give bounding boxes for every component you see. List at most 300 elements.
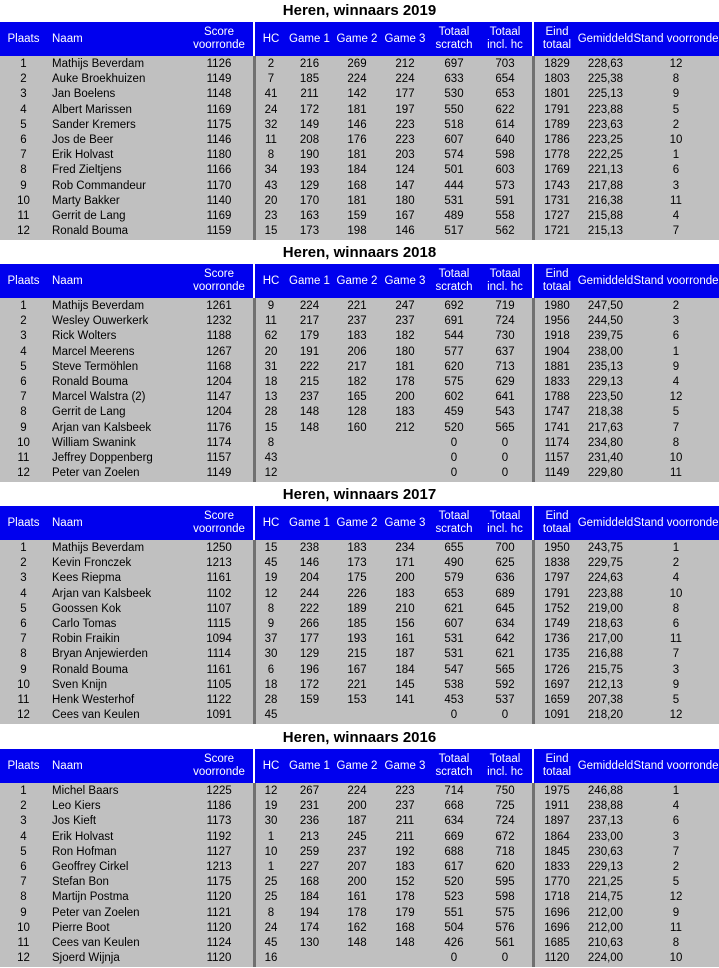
table-row bbox=[0, 784, 719, 799]
table-cell: 575 bbox=[495, 906, 515, 919]
table-cell: 531 bbox=[444, 194, 464, 207]
table-row bbox=[0, 678, 719, 693]
table-cell: 7 bbox=[672, 421, 680, 434]
table-row bbox=[0, 708, 719, 723]
table-cell: 245 bbox=[347, 830, 367, 843]
column-separator bbox=[253, 749, 255, 783]
table-cell: 558 bbox=[495, 210, 515, 222]
table-cell: 2 bbox=[20, 315, 27, 328]
table-cell: 181 bbox=[395, 360, 415, 373]
table-cell: Arjan van Kalsbeek bbox=[52, 587, 152, 600]
table-row bbox=[0, 224, 719, 239]
table-cell: 1213 bbox=[206, 861, 232, 873]
table-cell: 196 bbox=[299, 663, 320, 676]
table-cell: 231 bbox=[299, 800, 320, 813]
table-cell: 6 bbox=[672, 815, 680, 828]
table-cell: 243,75 bbox=[587, 542, 624, 554]
table-cell: 8 bbox=[267, 149, 275, 162]
table-cell: 244,50 bbox=[587, 315, 624, 328]
table-cell: 1726 bbox=[544, 663, 570, 676]
table-cell: 228,63 bbox=[587, 58, 624, 70]
table-cell: 223,88 bbox=[587, 587, 624, 600]
table-cell: 7 bbox=[672, 648, 680, 661]
table-cell: 9 bbox=[20, 906, 27, 919]
table-row bbox=[0, 906, 719, 921]
table-cell: 215,75 bbox=[587, 663, 624, 676]
table-cell: 8 bbox=[267, 602, 275, 615]
table-cell: 244 bbox=[299, 587, 320, 600]
table-cell: 3 bbox=[672, 830, 680, 843]
table-cell: 1126 bbox=[206, 58, 232, 70]
table-row bbox=[0, 405, 719, 420]
section-title: Heren, winnaars 2016 bbox=[282, 729, 437, 746]
table-cell: 629 bbox=[495, 376, 515, 388]
column-header: Game 1 bbox=[289, 32, 330, 45]
column-header: Plaats bbox=[7, 516, 40, 529]
table-cell: 453 bbox=[444, 694, 464, 706]
table-cell: 655 bbox=[444, 542, 464, 554]
table-cell: 189 bbox=[347, 602, 367, 615]
table-cell: 8 bbox=[672, 602, 680, 615]
table-cell: 237 bbox=[299, 391, 320, 404]
table-cell: 8 bbox=[267, 436, 275, 449]
column-header: Gemiddeld bbox=[577, 516, 634, 529]
table-cell: 203 bbox=[395, 149, 415, 162]
table-cell: 178 bbox=[347, 906, 367, 919]
column-header: Totaal incl. hc bbox=[487, 268, 523, 293]
column-header: Game 2 bbox=[336, 32, 378, 45]
table-cell: 217,63 bbox=[587, 421, 624, 434]
table-cell: 165 bbox=[347, 391, 367, 404]
table-cell: 1718 bbox=[544, 891, 570, 904]
column-separator bbox=[532, 56, 535, 240]
table-cell: 490 bbox=[444, 557, 464, 570]
table-cell: 4 bbox=[20, 587, 27, 600]
table-cell: 185 bbox=[347, 618, 367, 630]
table-row bbox=[0, 936, 719, 951]
table-cell: Leo Kiers bbox=[52, 800, 101, 813]
table-cell: Jeffrey Doppenberg bbox=[52, 452, 153, 464]
table-cell: 1975 bbox=[544, 785, 570, 797]
table-cell: 672 bbox=[495, 830, 515, 843]
table-cell: 161 bbox=[395, 633, 415, 646]
table-cell: 6 bbox=[672, 618, 680, 630]
column-header: Naam bbox=[52, 759, 83, 772]
column-header: HC bbox=[262, 32, 280, 45]
table-cell: 152 bbox=[395, 876, 415, 889]
column-header: Gemiddeld bbox=[577, 274, 634, 287]
table-cell: 239,75 bbox=[587, 330, 624, 343]
table-cell: 227 bbox=[299, 861, 320, 873]
table-cell: 1789 bbox=[544, 118, 570, 131]
column-header: Eind totaal bbox=[542, 753, 572, 778]
table-cell: 1897 bbox=[544, 815, 570, 828]
table-cell: 1267 bbox=[206, 345, 232, 358]
table-cell: 520 bbox=[444, 421, 464, 434]
table-cell: 11 bbox=[17, 452, 30, 464]
table-row bbox=[0, 360, 719, 375]
table-cell: 247,50 bbox=[587, 300, 624, 312]
table-cell: 176 bbox=[347, 134, 367, 146]
table-cell: Gerrit de Lang bbox=[52, 210, 126, 222]
table-row bbox=[0, 951, 719, 966]
table-cell: Ron Hofman bbox=[52, 845, 117, 858]
column-separator bbox=[253, 506, 255, 540]
table-cell: 714 bbox=[444, 785, 464, 797]
table-cell: 213 bbox=[299, 830, 320, 843]
column-header: Eind totaal bbox=[542, 268, 572, 293]
table-cell: 1918 bbox=[544, 330, 570, 343]
table-cell: 1 bbox=[672, 785, 680, 797]
table-cell: 530 bbox=[444, 88, 464, 101]
table-cell: 573 bbox=[495, 179, 515, 192]
table-cell: 1120 bbox=[206, 921, 232, 934]
table-cell: 3 bbox=[20, 88, 27, 101]
table-cell: 1881 bbox=[544, 360, 570, 373]
table-cell: 2 bbox=[267, 58, 275, 70]
table-cell: 159 bbox=[299, 694, 320, 706]
table-cell: 598 bbox=[495, 891, 515, 904]
table-cell: 4 bbox=[672, 572, 680, 585]
table-cell: 1114 bbox=[207, 648, 231, 661]
table-cell: 207 bbox=[347, 861, 367, 873]
table-cell: 2 bbox=[20, 557, 27, 570]
results-section bbox=[0, 484, 719, 724]
table-cell: Peter van Zoelen bbox=[52, 906, 140, 919]
table-cell: 459 bbox=[444, 406, 464, 419]
table-cell: 1801 bbox=[544, 88, 570, 101]
table-cell: 221 bbox=[347, 678, 367, 691]
column-separator bbox=[253, 56, 256, 240]
table-cell: 9 bbox=[672, 88, 680, 101]
table-cell: 161 bbox=[347, 891, 367, 904]
table-cell: 1175 bbox=[206, 118, 232, 131]
table-cell: 224,63 bbox=[587, 572, 624, 585]
table-cell: 1833 bbox=[544, 376, 570, 388]
table-cell: 1091 bbox=[206, 709, 232, 722]
table-row bbox=[0, 890, 719, 905]
table-cell: 168 bbox=[299, 876, 320, 889]
table-cell: 9 bbox=[20, 663, 27, 676]
table-cell: 233,00 bbox=[587, 830, 624, 843]
table-cell: 750 bbox=[495, 785, 515, 797]
table-cell: 1168 bbox=[206, 360, 232, 373]
table-cell: 1845 bbox=[544, 845, 570, 858]
table-cell: 229,75 bbox=[587, 557, 624, 570]
table-cell: 28 bbox=[264, 694, 278, 706]
table-cell: 1149 bbox=[206, 467, 232, 480]
table-row bbox=[0, 556, 719, 571]
table-cell: 636 bbox=[495, 572, 515, 585]
table-cell: 183 bbox=[395, 861, 415, 873]
table-cell: 235,13 bbox=[587, 360, 624, 373]
table-cell: 1122 bbox=[206, 694, 232, 706]
table-cell: 222,25 bbox=[587, 149, 624, 162]
table-cell: 8 bbox=[267, 906, 275, 919]
table-cell: 223,63 bbox=[587, 118, 624, 131]
table-cell: 6 bbox=[672, 330, 680, 343]
table-cell bbox=[381, 436, 429, 451]
table-cell: 703 bbox=[495, 58, 515, 70]
table-cell: 1186 bbox=[206, 800, 232, 813]
table-cell: Rick Wolters bbox=[52, 330, 117, 343]
table-cell: 579 bbox=[444, 572, 464, 585]
table-row bbox=[0, 179, 719, 194]
column-header: Game 2 bbox=[336, 759, 378, 772]
table-cell: 621 bbox=[444, 602, 464, 615]
table-row bbox=[0, 587, 719, 602]
table-cell: 173 bbox=[299, 225, 320, 238]
table-cell: 444 bbox=[444, 179, 464, 192]
table-row bbox=[0, 345, 719, 360]
table-cell: 124 bbox=[395, 164, 415, 177]
table-cell: 214,75 bbox=[587, 891, 624, 904]
table-cell: 562 bbox=[495, 225, 515, 238]
table-cell: 12 bbox=[17, 467, 30, 480]
table-cell: 223,25 bbox=[587, 134, 624, 146]
table-cell: 1176 bbox=[206, 421, 232, 434]
table-cell: 1120 bbox=[206, 952, 232, 965]
table-cell: 11 bbox=[17, 937, 30, 949]
table-cell: 640 bbox=[495, 134, 515, 146]
table-cell: 221,13 bbox=[587, 164, 624, 177]
table-cell: Kees Riepma bbox=[52, 572, 122, 585]
table-cell: 1786 bbox=[544, 134, 570, 146]
table-cell: Geoffrey Cirkel bbox=[52, 861, 129, 873]
table-cell: 1169 bbox=[206, 103, 232, 116]
table-cell: 246,88 bbox=[587, 785, 624, 797]
table-cell: 1147 bbox=[206, 391, 232, 404]
table-cell: 224,00 bbox=[587, 952, 624, 965]
column-header: Game 3 bbox=[384, 32, 426, 45]
table-cell: Sjoerd Wijnja bbox=[52, 952, 120, 965]
table-cell: 654 bbox=[495, 73, 515, 86]
table-cell: 1175 bbox=[206, 876, 232, 889]
table-cell: 1 bbox=[672, 542, 680, 554]
table-cell: 1838 bbox=[544, 557, 570, 570]
table-row bbox=[0, 118, 719, 133]
table-cell: 1120 bbox=[206, 891, 232, 904]
table-cell: 212,00 bbox=[587, 921, 624, 934]
table-cell: 237 bbox=[347, 845, 367, 858]
table-cell: 1204 bbox=[206, 376, 232, 388]
column-header: Plaats bbox=[7, 32, 40, 45]
table-cell: 1 bbox=[267, 830, 275, 843]
table-cell: 577 bbox=[444, 345, 464, 358]
column-header: Score voorronde bbox=[193, 268, 245, 293]
table-cell: 1829 bbox=[544, 58, 570, 70]
table-row bbox=[0, 87, 719, 102]
column-header: Totaal incl. hc bbox=[487, 753, 523, 778]
table-cell: 1161 bbox=[206, 572, 232, 585]
table-cell: 607 bbox=[444, 134, 464, 146]
table-row bbox=[0, 466, 719, 481]
table-cell: 141 bbox=[395, 694, 415, 706]
table-cell: Cees van Keulen bbox=[52, 709, 140, 722]
table-cell: 8 bbox=[20, 164, 27, 177]
table-cell: 10 bbox=[17, 921, 30, 934]
table-cell: 1149 bbox=[544, 467, 570, 480]
table-cell: 226 bbox=[347, 587, 367, 600]
table-cell: Mathijs Beverdam bbox=[52, 58, 145, 70]
table-cell: 191 bbox=[299, 345, 320, 358]
table-row bbox=[0, 845, 719, 860]
column-header: Stand voorronde bbox=[633, 32, 719, 45]
table-cell: Erik Holvast bbox=[52, 830, 114, 843]
table-cell: 1174 bbox=[206, 436, 232, 449]
table-row bbox=[0, 860, 719, 875]
table-cell: 9 bbox=[267, 618, 275, 630]
table-cell: 162 bbox=[347, 921, 367, 934]
table-cell: 517 bbox=[444, 225, 464, 238]
table-cell: 700 bbox=[495, 542, 515, 554]
table-cell: 34 bbox=[264, 164, 278, 177]
table-cell: Jos de Beer bbox=[52, 134, 114, 146]
table-cell: 37 bbox=[264, 633, 278, 646]
results-section bbox=[0, 727, 719, 967]
table-cell: Ronald Bouma bbox=[52, 376, 129, 388]
table-cell: 7 bbox=[672, 845, 680, 858]
table-cell: 225,13 bbox=[587, 88, 624, 101]
table-cell: 31 bbox=[264, 360, 278, 373]
table-header bbox=[0, 22, 719, 56]
table-cell: 185 bbox=[299, 73, 320, 86]
table-cell: 426 bbox=[444, 937, 464, 949]
table-cell: 19 bbox=[264, 572, 278, 585]
column-header: Eind totaal bbox=[542, 510, 572, 535]
table-cell: 130 bbox=[299, 937, 320, 949]
table-cell: 1731 bbox=[544, 194, 570, 207]
table-cell: Mathijs Beverdam bbox=[52, 300, 145, 312]
table-cell: 1911 bbox=[544, 800, 570, 813]
table-row bbox=[0, 830, 719, 845]
table-cell: 10 bbox=[669, 952, 683, 965]
table-row bbox=[0, 314, 719, 329]
table-cell: 222 bbox=[299, 602, 320, 615]
table-cell: 537 bbox=[495, 694, 515, 706]
table-cell: 4 bbox=[20, 103, 27, 116]
table-cell: 718 bbox=[495, 845, 515, 858]
table-cell: 1797 bbox=[544, 572, 570, 585]
table-cell: 24 bbox=[264, 921, 278, 934]
table-cell: 603 bbox=[495, 164, 515, 177]
column-separator bbox=[532, 22, 534, 56]
table-cell: 1170 bbox=[206, 179, 232, 192]
column-separator bbox=[532, 298, 535, 482]
table-cell: 184 bbox=[299, 891, 320, 904]
table-cell: 15 bbox=[264, 421, 278, 434]
table-cell: 216,38 bbox=[587, 194, 624, 207]
table-cell: 182 bbox=[347, 376, 367, 388]
table-cell: 147 bbox=[395, 179, 415, 192]
table-cell: 0 bbox=[501, 452, 509, 464]
table-cell: 11 bbox=[670, 467, 682, 480]
table-cell: 198 bbox=[347, 225, 367, 238]
table-cell: Marcel Walstra (2) bbox=[52, 391, 146, 404]
table-cell bbox=[381, 466, 429, 481]
table-cell: 216 bbox=[299, 58, 320, 70]
table-cell: 0 bbox=[450, 452, 458, 464]
table-cell: 43 bbox=[264, 452, 278, 464]
table-cell: 11 bbox=[265, 134, 277, 146]
table-cell: 62 bbox=[264, 330, 278, 343]
table-cell: 0 bbox=[450, 952, 458, 965]
table-cell: 30 bbox=[264, 648, 278, 661]
table-cell: 642 bbox=[495, 633, 515, 646]
table-cell: 200 bbox=[395, 391, 415, 404]
table-cell: 267 bbox=[299, 785, 320, 797]
table-cell: 15 bbox=[264, 542, 278, 554]
table-cell: 207,38 bbox=[587, 694, 624, 706]
table-cell: 1696 bbox=[544, 921, 570, 934]
table-row bbox=[0, 602, 719, 617]
column-separator bbox=[532, 506, 534, 540]
table-cell: 501 bbox=[444, 164, 464, 177]
table-cell: 4 bbox=[672, 376, 680, 388]
table-cell: 148 bbox=[395, 937, 415, 949]
table-cell bbox=[333, 466, 381, 481]
results-section bbox=[0, 0, 719, 240]
table-row bbox=[0, 571, 719, 586]
table-cell: 1261 bbox=[206, 300, 232, 312]
column-header: Plaats bbox=[7, 274, 40, 287]
table-cell: 2 bbox=[672, 118, 680, 131]
table-cell: 211 bbox=[300, 88, 319, 101]
table-cell: 229,80 bbox=[587, 467, 624, 480]
table-cell: 668 bbox=[444, 800, 464, 813]
table-cell: 2 bbox=[672, 861, 680, 873]
table-cell: 1904 bbox=[544, 345, 570, 358]
table-cell: 237 bbox=[395, 800, 415, 813]
table-cell: 129 bbox=[299, 179, 320, 192]
table-cell: 159 bbox=[347, 210, 367, 222]
table-cell: Jos Kieft bbox=[52, 815, 97, 828]
table-cell: 634 bbox=[495, 618, 515, 630]
table-cell: 1225 bbox=[206, 785, 232, 797]
table-cell: 591 bbox=[495, 194, 515, 207]
table-cell: 148 bbox=[299, 406, 320, 419]
table-row bbox=[0, 72, 719, 87]
table-row bbox=[0, 390, 719, 405]
column-separator bbox=[532, 749, 534, 783]
table-cell: 551 bbox=[444, 906, 464, 919]
table-row bbox=[0, 103, 719, 118]
column-header: Totaal incl. hc bbox=[487, 26, 523, 51]
table-row bbox=[0, 436, 719, 451]
column-separator bbox=[253, 264, 255, 298]
table-cell: Carlo Tomas bbox=[52, 618, 117, 630]
table-cell: 4 bbox=[672, 800, 680, 813]
table-cell: 12 bbox=[17, 709, 30, 722]
table-cell: 208 bbox=[299, 134, 320, 146]
table-cell: 1 bbox=[267, 861, 275, 873]
table-cell: 218,63 bbox=[587, 618, 624, 630]
table-cell: 3 bbox=[20, 572, 27, 585]
table-cell: 175 bbox=[347, 572, 367, 585]
table-cell: 2 bbox=[672, 557, 680, 570]
table-cell: 167 bbox=[347, 663, 367, 676]
table-cell: 10 bbox=[669, 587, 683, 600]
table-cell: 178 bbox=[395, 891, 415, 904]
table-cell: 146 bbox=[299, 557, 320, 570]
table-cell: 259 bbox=[299, 845, 320, 858]
table-header bbox=[0, 749, 719, 783]
table-cell: 1107 bbox=[206, 602, 232, 615]
table-cell: 218,38 bbox=[587, 406, 624, 419]
table-cell: 4 bbox=[20, 830, 27, 843]
table-cell: 1146 bbox=[206, 134, 232, 146]
table-row bbox=[0, 541, 719, 556]
